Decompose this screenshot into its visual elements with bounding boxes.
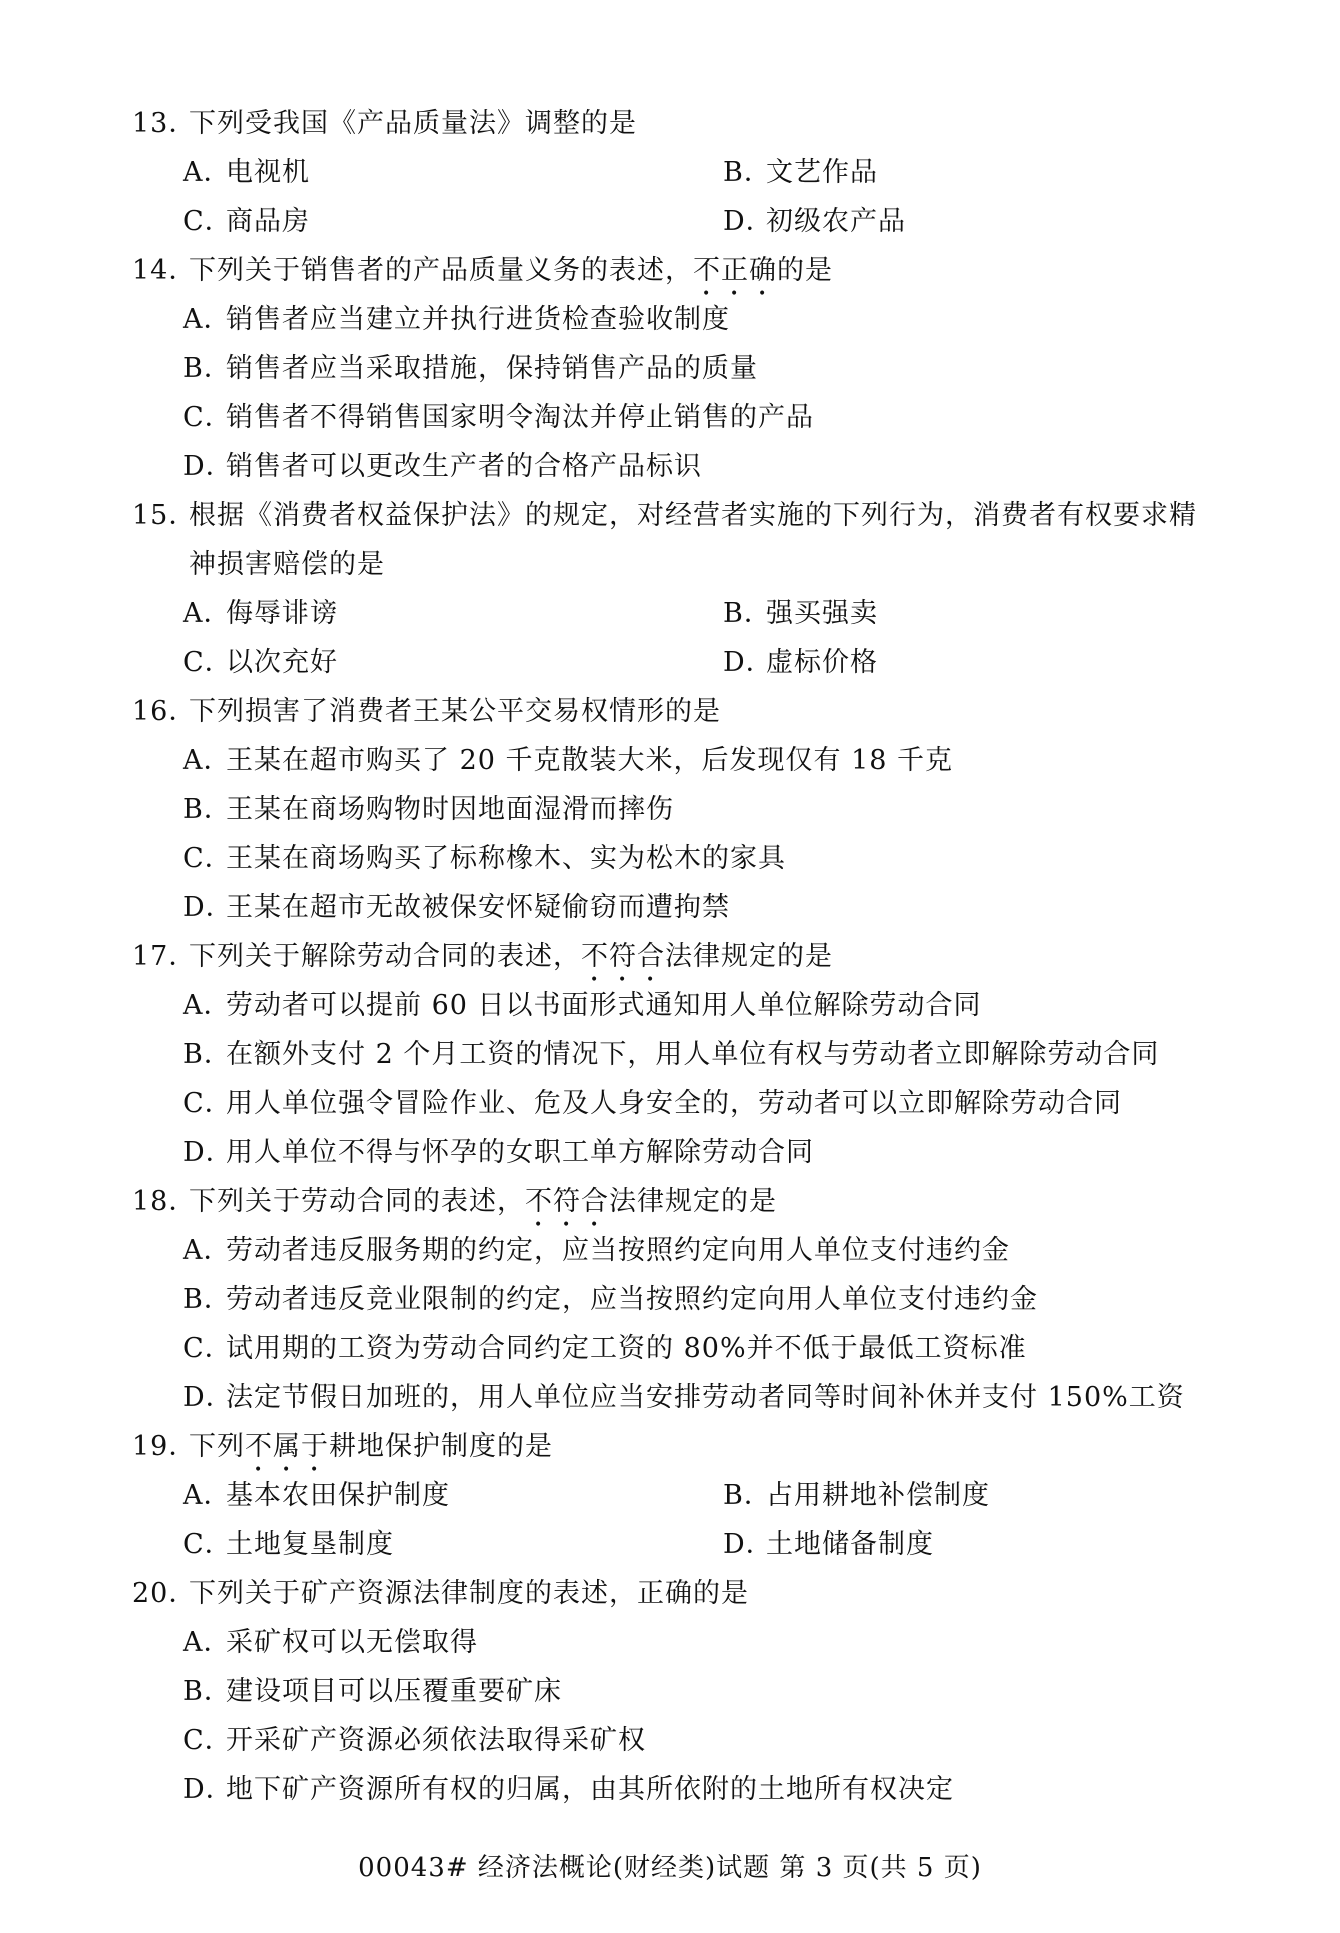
question-stem: 根据《消费者权益保护法》的规定，对经营者实施的下列行为，消费者有权要求精: [189, 500, 1197, 531]
question-number: 20．: [132, 1578, 197, 1609]
emphasis-text: 不属于: [245, 1431, 329, 1462]
question-stem: 下列关于矿产资源法律制度的表述，正确的是: [189, 1578, 749, 1609]
question-number: 13．: [132, 108, 197, 139]
question-stem: 下列不属于耕地保护制度的是: [189, 1431, 553, 1462]
emphasis-text: 不符合: [581, 941, 665, 972]
question-number: 17．: [132, 941, 197, 972]
question-number: 14．: [132, 255, 197, 286]
exam-page: 13． 下列受我国《产品质量法》调整的是 A． 电视机 B． 文艺作品 C． 商品房 D． 初级农产品 14． 下列关于销售者的产品质量义务的表述，不正确的是 A． 销售者应当建立并执行进货检查验收制度 B． 销售者应当采取措施，保持销售产品的质量 C． 销售者不得销售国家明令淘汰并停止销售的产品 D． 销售者可以更改生产者的合格产品标识 15． 根据《消费者权益保护法》的规定，对经营者实施的下列行为，消费者有权要求精 神损害赔偿的是 A． 侮辱诽谤 B． 强买强卖 C． 以次充好 D． 虚标价格 16． 下列损害了消费者王某公平交易权情形的是 A． 王某在超市购买了 20 千克散装大米，后发现仅有 18 千克 B． 王某在商场购物时因地面湿滑而摔伤 C． 王某在商场购买了标称橡木、实为松木的家具 D． 王某在超市无故被保安怀疑偷窃而遭拘禁 17． 下列关于解除劳动合同的表述，不符合法律规定的是 A． 劳动者可以提前 60 日以书面形式通知用人单位解除劳动合同 B． 在额外支付 2 个月工资的情况下，用人单位有权与劳动者立即解除劳动合同 C． 用人单位强令冒险作业、危及人身安全的，劳动者可以立即解除劳动合同 D． 用人单位不得与怀孕的女职工单方解除劳动合同 18． 下列关于劳动合同的表述，不符合法律规定的是 A． 劳动者违反服务期的约定，应当按照约定向用人单位支付违约金 B． 劳动者违反竞业限制的约定，应当按照约定向用人单位支付违约金 C． 试用期的工资为劳动合同约定工资的 80%并不低于最低工资标准 D． 法定节假日加班的，用人单位应当安排劳动者同等时间补休并支付 150%工资 19． 下列不属于耕地保护制度的是 A． 基本农田保护制度 B． 占用耕地补偿制度 C． 土地复垦制度 D． 土地储备制度 20． 下列关于矿产资源法律制度的表述，正确的是 A． 采矿权可以无偿取得 B． 建设项目可以压覆重要矿床 C． 开采矿产资源必须依法取得采矿权 D． 地下矿产资源所有权的归属，由其所依附的土地所有权决定 00043# 经济法概论(财经类)试题 第 3 页(共 5 页): [0, 0, 1340, 1933]
question-number: 18．: [132, 1186, 197, 1217]
question-number: 19．: [132, 1431, 197, 1462]
question-stem: 下列关于劳动合同的表述，不符合法律规定的是: [189, 1186, 777, 1217]
emphasis-text: 不符合: [525, 1186, 609, 1217]
question-number: 15．: [132, 500, 197, 531]
question-stem: 下列关于解除劳动合同的表述，不符合法律规定的是: [189, 941, 833, 972]
emphasis-text: 不正确: [693, 255, 777, 286]
question-number: 16．: [132, 696, 197, 727]
question-stem: 下列关于销售者的产品质量义务的表述，不正确的是: [189, 255, 833, 286]
page-footer: 00043# 经济法概论(财经类)试题 第 3 页(共 5 页): [358, 1853, 982, 1883]
question-stem-continued: 神损害赔偿的是: [189, 549, 385, 580]
question-stem: 下列受我国《产品质量法》调整的是: [189, 108, 637, 139]
question-stem: 下列损害了消费者王某公平交易权情形的是: [189, 696, 721, 727]
